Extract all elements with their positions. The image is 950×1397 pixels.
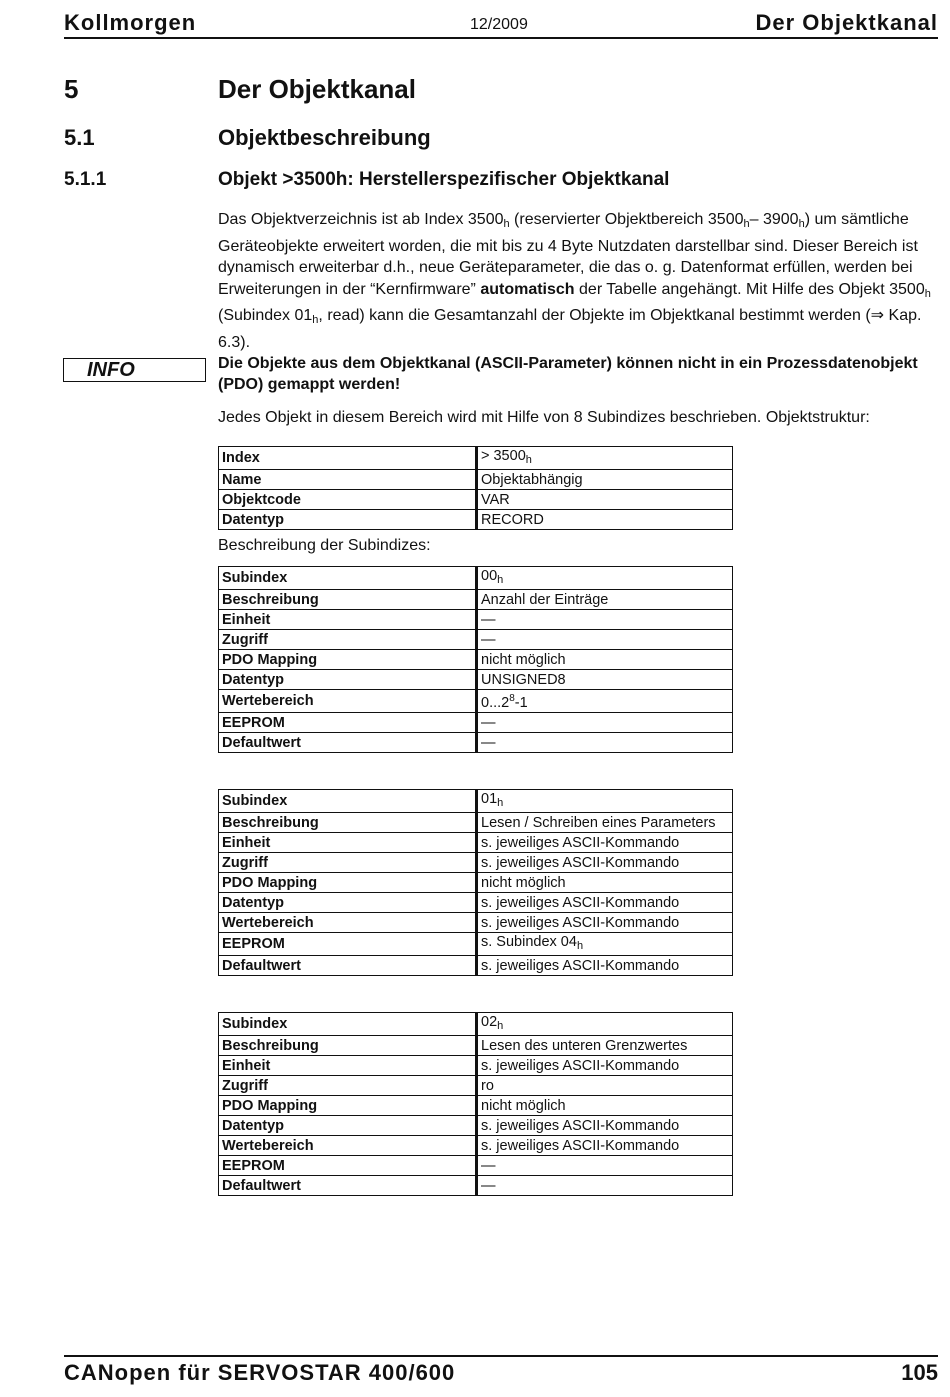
table-row: PDO Mapping nicht möglich bbox=[219, 650, 733, 670]
table-row: Defaultwert — bbox=[219, 1176, 733, 1196]
table-row: Subindex $00_h$ bbox=[219, 567, 733, 590]
section-title: Objektbeschreibung bbox=[218, 125, 431, 150]
table-row: Defaultwert — bbox=[219, 733, 733, 753]
table-row: Einheit — bbox=[219, 610, 733, 630]
chapter-number: 5 bbox=[64, 74, 79, 104]
subsection-number: 5.1.1 bbox=[64, 169, 107, 190]
table-row: Datentyp RECORD bbox=[219, 510, 733, 530]
object-structure-table bbox=[218, 446, 733, 530]
chapter-title: Der Objektkanal bbox=[218, 74, 416, 104]
table-row: Index > $3500_h$ bbox=[219, 447, 733, 470]
intro-paragraph: Das Objektverzeichnis ist ab Index $3500_h$ (reservierter Objektbereich $3500_h-$ $3900_h$) um sämtliche Geräteobjekte erweitert worden, die mit bis zu 4 Byte Nutzdaten darstellbar sind. Dieser Bereich ist dynamisch erweiterbar d.h., neue Geräteparameter, die das o. g. Datenformat erfüllen, werden bei Erweiterungen in der “Kernfirmware” automatisch der Tabelle angehängt. Mit Hilfe des Objekt $3500_h$ (Subindex $01_h$, read) kann die Gesamtanzahl der Objekte im Objektkanal bestimmt werden (⇒ Kap. 6.3). bbox=[218, 211, 931, 351]
table-row: Name Objektabhängig bbox=[219, 470, 733, 490]
table-row: Wertebereich s. jeweiliges ASCII-Kommando bbox=[219, 913, 733, 933]
table-row: Datentyp UNSIGNED8 bbox=[219, 670, 733, 690]
table-row: PDO Mapping nicht möglich bbox=[219, 1096, 733, 1116]
structure-text: Jedes Objekt in diesem Bereich wird mit Hilfe von 8 Subindizes beschrieben. Objektstruktur: bbox=[218, 409, 870, 426]
table-row: Datentyp s. jeweiliges ASCII-Kommando bbox=[219, 1116, 733, 1136]
table-row: Subindex $02_h$ bbox=[219, 1013, 733, 1036]
emphasis-automatisch: automatisch bbox=[480, 280, 575, 298]
info-label: INFO bbox=[63, 358, 206, 382]
header-section-title: Der Objektkanal bbox=[755, 10, 938, 35]
subsection-title: Objekt >3500h: Herstellerspezifischer Objektkanal bbox=[218, 169, 670, 190]
table-row: Zugriff — bbox=[219, 630, 733, 650]
section-number: 5.1 bbox=[64, 125, 95, 150]
table-row: Beschreibung Lesen des unteren Grenzwertes bbox=[219, 1036, 733, 1056]
header-date: 12/2009 bbox=[470, 16, 528, 33]
header-company: Kollmorgen bbox=[64, 10, 197, 35]
footer-rule bbox=[64, 1355, 938, 1357]
table-row: Zugriff ro bbox=[219, 1076, 733, 1096]
table-row: PDO Mapping nicht möglich bbox=[219, 873, 733, 893]
table-row: Einheit s. jeweiliges ASCII-Kommando bbox=[219, 833, 733, 853]
table-row: Einheit s. jeweiliges ASCII-Kommando bbox=[219, 1056, 733, 1076]
table-row: Defaultwert s. jeweiliges ASCII-Kommando bbox=[219, 956, 733, 976]
table-row: Objektcode VAR bbox=[219, 490, 733, 510]
table-row: Wertebereich 0...2$^8$-1 bbox=[219, 690, 733, 713]
table-row: Zugriff s. jeweiliges ASCII-Kommando bbox=[219, 853, 733, 873]
table-row: Subindex $01_h$ bbox=[219, 790, 733, 813]
header-rule bbox=[64, 37, 938, 39]
table-row: EEPROM s. Subindex $04_h$ bbox=[219, 933, 733, 956]
subindex-caption: Beschreibung der Subindizes: bbox=[218, 537, 431, 554]
table-row: EEPROM — bbox=[219, 1156, 733, 1176]
table-row: EEPROM — bbox=[219, 713, 733, 733]
subindex-02-table bbox=[218, 1012, 733, 1196]
table-row: Beschreibung Lesen / Schreiben eines Parameters bbox=[219, 813, 733, 833]
table-row: Beschreibung Anzahl der Einträge bbox=[219, 590, 733, 610]
subindex-00-table bbox=[218, 566, 733, 753]
footer-manual-title: CANopen für SERVOSTAR 400/600 bbox=[64, 1360, 456, 1385]
subindex-01-table bbox=[218, 789, 733, 976]
table-row: Datentyp s. jeweiliges ASCII-Kommando bbox=[219, 893, 733, 913]
info-text: Die Objekte aus dem Objektkanal (ASCII-Parameter) können nicht in ein Prozessdatenobjekt (PDO) gemappt werden! bbox=[218, 355, 918, 393]
page-number: 105 bbox=[901, 1360, 938, 1385]
table-row: Wertebereich s. jeweiliges ASCII-Kommando bbox=[219, 1136, 733, 1156]
